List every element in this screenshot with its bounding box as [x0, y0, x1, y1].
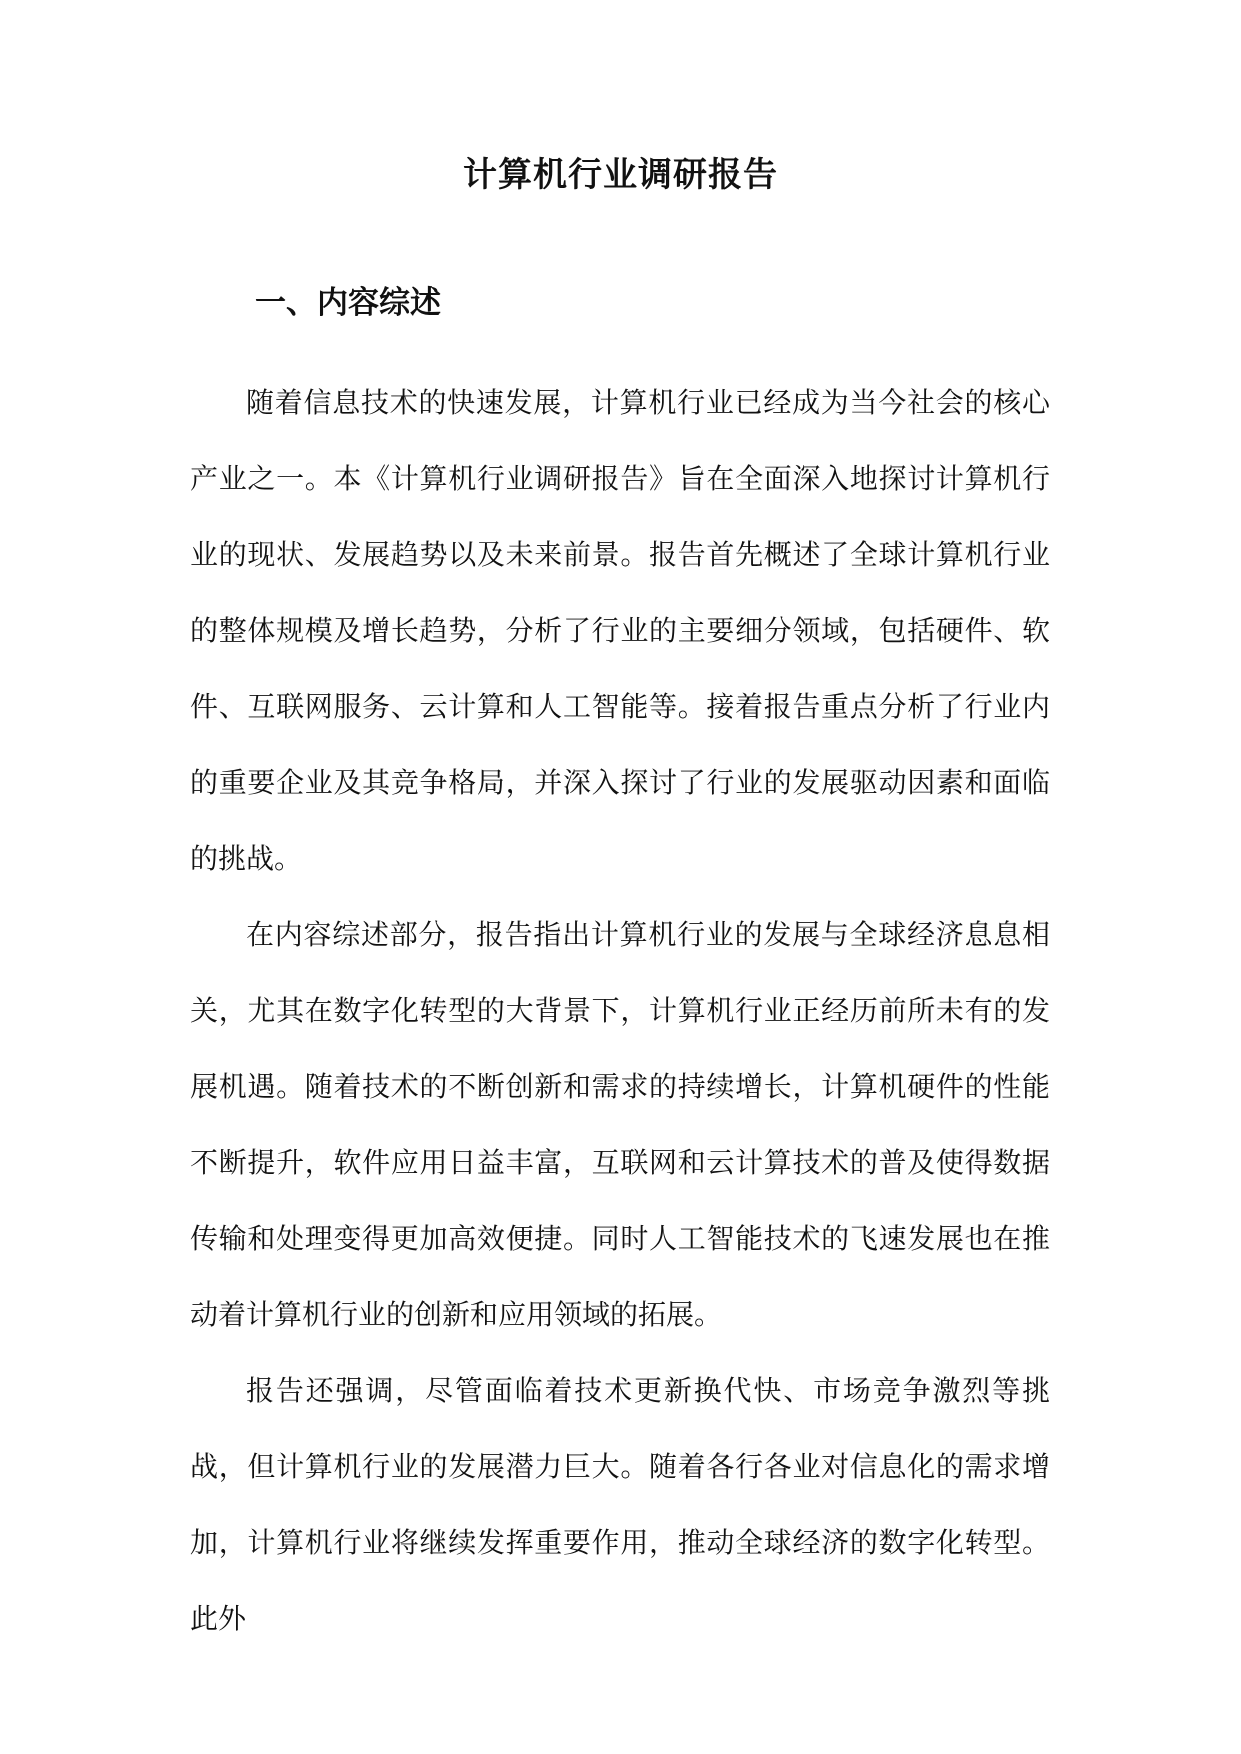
paragraph-2: 在内容综述部分，报告指出计算机行业的发展与全球经济息息相关，尤其在数字化转型的大背景下，计算机行业正经历前所未有的发展机遇。随着技术的不断创新和需求的持续增长，计算机硬件的性能不断提升，软件应用日益丰富，互联网和云计算技术的普及使得数据传输和处理变得更加高效便捷。同时人工智能技术的飞速发展也在推动着计算机行业的创新和应用领域的拓展。	[190, 918, 1050, 1331]
paragraph-1: 随着信息技术的快速发展，计算机行业已经成为当今社会的核心产业之一。本《计算机行业调研报告》旨在全面深入地探讨计算机行业的现状、发展趋势以及未来前景。报告首先概述了全球计算机行业的整体规模及增长趋势，分析了行业的主要细分领域，包括硬件、软件、互联网服务、云计算和人工智能等。接着报告重点分析了行业内的重要企业及其竞争格局，并深入探讨了行业的发展驱动因素和面临的挑战。	[190, 386, 1050, 875]
section-heading: 一、内容综述	[255, 285, 441, 321]
paragraph-3: 报告还强调，尽管面临着技术更新换代快、市场竞争激烈等挑战，但计算机行业的发展潜力巨大。随着各行各业对信息化的需求增加，计算机行业将继续发挥重要作用，推动全球经济的数字化转型。此外	[190, 1374, 1050, 1635]
document-title: 计算机行业调研报告	[463, 155, 778, 195]
document-body	[190, 365, 1050, 1657]
